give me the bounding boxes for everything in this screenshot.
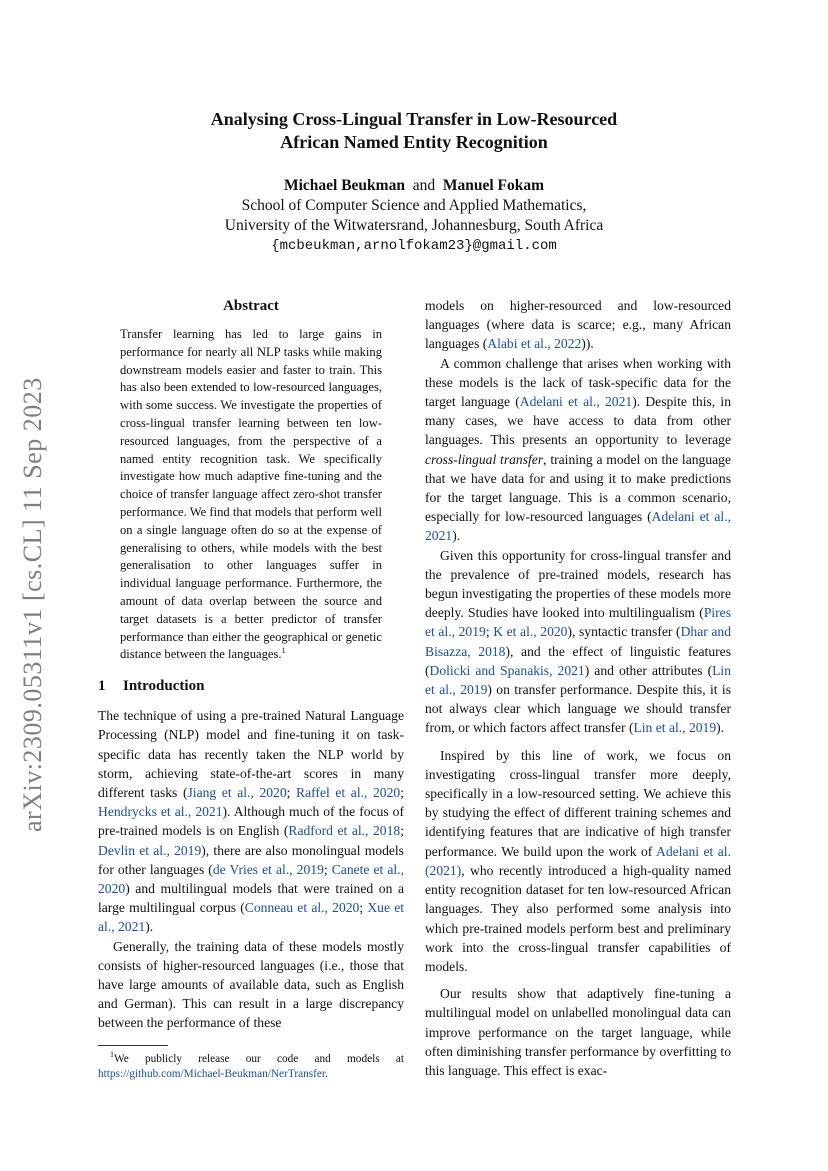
title-line-1: Analysing Cross-Lingual Transfer in Low-Resourced [210,109,618,129]
intro-paragraph-2: Generally, the training data of these models mostly consists of higher-resourced languages (i.e., those that have large amounts of available data, such as English and German). This can result in a large discrepancy between the performance of these [98,938,404,1031]
section-number: 1 [98,678,106,695]
arxiv-stamp: arXiv:2309.05311v1 [cs.CL] 11 Sep 2023 [18,377,47,833]
author-2: Manuel Fokam [442,177,545,194]
citation-link[interactable]: Alabi et al., 2022 [487,336,582,352]
abstract-heading: Abstract [223,298,279,314]
citation-link[interactable]: K et al., 2020 [493,624,568,640]
author-1: Michael Beukman [283,177,405,194]
citation-link[interactable]: Adelani et al. (2021) [425,843,731,878]
footnote-link[interactable]: https://github.com/Michael-Beukman/NerTransfer [98,1067,326,1080]
footnote: $^1$We publicly release our code and models at https://github.com/Michael-Beukman/NerTransfer. [98,1049,404,1080]
citation-link[interactable]: Adelani et al., 2021 [425,509,731,544]
affiliation-line-2: University of the Witwatersrand, Johannesburg, South Africa [224,217,604,234]
right-paragraph-2: Given this opportunity for cross-lingual transfer and the prevalence of pre-trained models, research has begun investigating the properties of these models more deeply. Studies have looked into multilingualism (Pires et al., 2019; K et al., 2020), syntactic transfer (Dhar and Bisazza, 2018), and the effect of linguistic features (Dolicki and Spanakis, 2021) and other attributes (Lin et al., 2019) on transfer performance. Despite this, it is not always clear which language we should transfer from, or which factors affect transfer (Lin et al., 2019). [425,547,732,736]
author-block [120,176,708,256]
citation-link[interactable]: Radford et al., 2018 [288,823,401,839]
right-paragraph-4: Our results show that adaptively fine-tuning a multilingual model on unlabelled monolingual data can improve performance on the target language, while often diminishing transfer performance by overfitting to this language. This effect is exac- [425,986,731,1078]
footnote-number: 1 [110,1049,114,1059]
right-paragraph-3: Inspired by this line of work, we focus on investigating cross-lingual transfer more deeply, specifically in a low-resourced setting. We achieve this by studying the effect of different training schemes and identifying features that are indicative of high transfer performance. We build upon the work of Adelani et al. (2021), who recently introduced a high-quality named entity recognition dataset for ten low-resourced African languages. They also performed some analysis into which pre-trained models perform best and preliminary work into the cross-lingual transfer capabilities of models. [425,747,731,974]
citation-link[interactable]: Dolicki and Spanakis, 2021 [429,662,585,678]
right-paragraph-1: A common challenge that arises when working with these models is the lack of task-specific data for the target language (Adelani et al., 2021). Despite this, in many cases, we have access to data from other languages. This presents an opportunity to leverage cross-lingual transfer, training a model on the language that we have data for and using it to make predictions for the target language. This is a common scenario, especially for low-resourced languages (Adelani et al., 2021). [425,355,731,544]
citation-link[interactable]: de Vries et al., 2019 [212,861,324,877]
citation-link[interactable]: Xue et al., 2021 [98,900,405,935]
paper-title [120,108,708,154]
citation-link[interactable]: Lin et al., 2019 [425,662,731,698]
right-paragraph-0: models on higher-resourced and low-resourced languages (where data is scarce; e.g., many African languages (Alabi et al., 2022)). [425,298,731,352]
citation-link[interactable]: Raffel et al., 2020 [296,784,401,800]
citation-link[interactable]: Lin et al., 2019 [633,720,717,736]
citation-link[interactable]: Jiang et al., 2020 [187,784,287,800]
citation-link[interactable]: Conneau et al., 2020 [244,900,360,916]
citation-link[interactable]: Devlin et al., 2019 [98,842,202,858]
footnote-divider [98,1045,168,1046]
citation-link[interactable]: Hendrycks et al., 2021 [98,804,223,820]
title-line-2: African Named Entity Recognition [280,132,548,152]
section-title: Introduction [123,678,205,695]
emphasis-term: cross-lingual transfer [425,451,544,467]
citation-link[interactable]: Pires et al., 2019 [425,605,731,640]
footnote-marker[interactable]: 1 [281,646,286,656]
affiliation-line-1: School of Computer Science and Applied Mathematics, [241,197,587,214]
author-conjunction: and [412,177,436,194]
author-emails: {mcbeukman,arnolfokam23}@gmail.com [271,238,557,254]
section-heading-introduction [98,676,404,696]
left-column [98,296,404,1082]
citation-link[interactable]: Canete et al., 2020 [98,861,404,896]
intro-paragraph-1: The technique of using a pre-trained Natural Language Processing (NLP) model and fine-tuning it on task-specific data has recently taken the NLP world by storm, achieving state-of-the-art scores in many different tasks (Jiang et al., 2020; Raffel et al., 2020; Hendrycks et al., 2021). Although much of the focus of pre-trained models is on English (Radford et al., 2018; Devlin et al., 2019), there are also monolingual models for other languages (de Vries et al., 2019; Canete et al., 2020) and multilingual models that were trained on a large multilingual corpus (Conneau et al., 2020; Xue et al., 2021). [98,708,405,935]
citation-link[interactable]: Dhar and Bisazza, 2018 [425,624,731,659]
abstract-text: Transfer learning has led to large gains in performance for nearly all NLP tasks while making downstream models easier and faster to train. This has also been extended to low-resourced languages, with some success. We investigate the properties of cross-lingual transfer learning between ten low-resourced languages, from the perspective of a named entity recognition task. We specifically investigate how much adaptive fine-tuning and the choice of transfer language affect zero-shot transfer performance. We find that models that perform well on a single language often do so at the expense of generalising to others, while models with the best generalisation to other languages suffer in individual language performance. Furthermore, the amount of data overlap between the source and target datasets is a better predictor of transfer performance than either the geographical or genetic distance between the languages.$^1$ [120,327,382,662]
citation-link[interactable]: Adelani et al., 2021 [519,394,633,410]
right-column [425,296,731,1080]
